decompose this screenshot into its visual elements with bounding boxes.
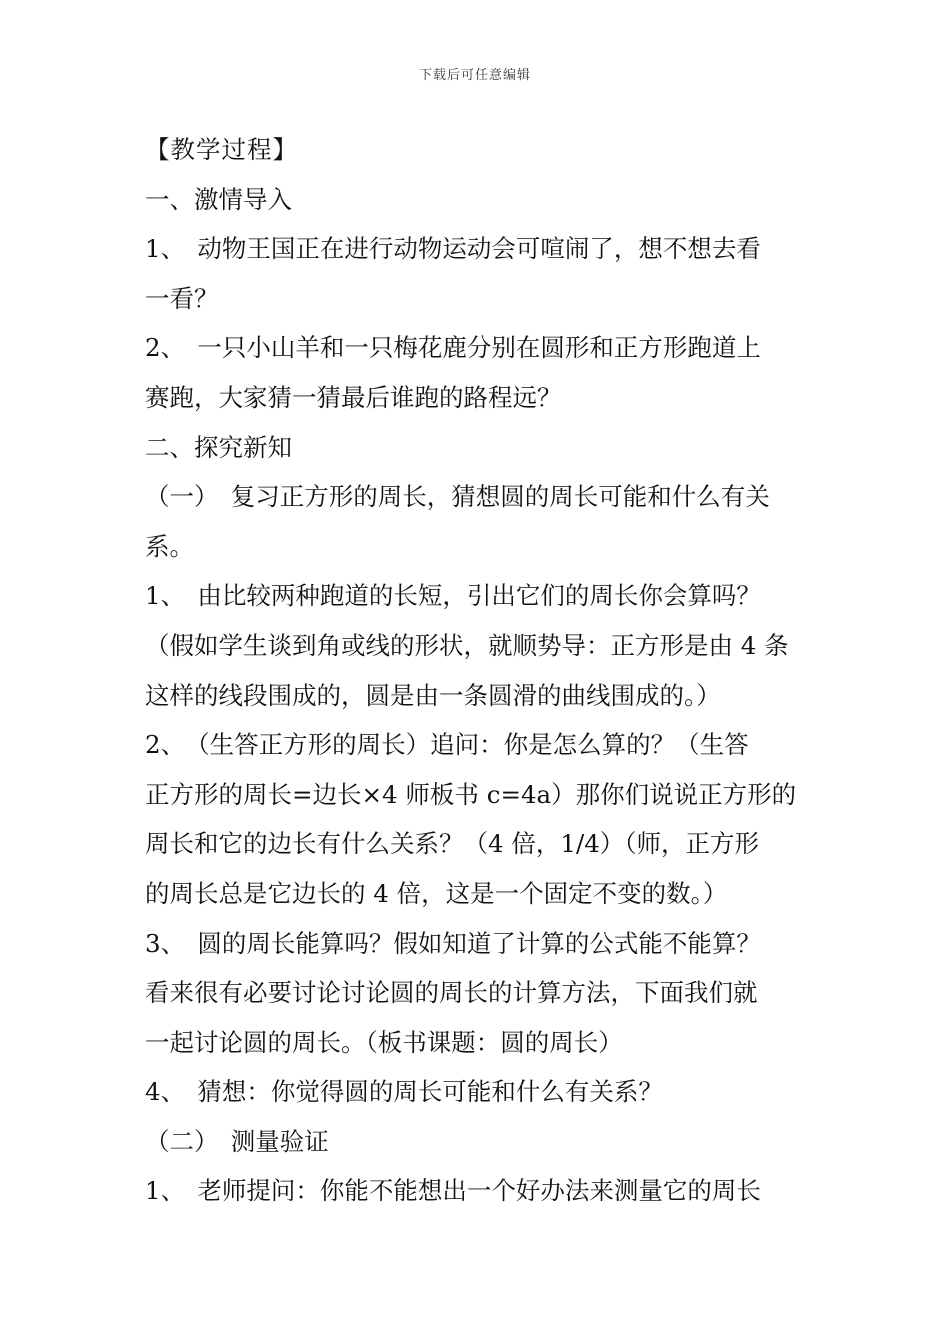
subsection-heading: （一） 复习正方形的周长，猜想圆的周长可能和什么有关 (145, 482, 770, 512)
section-heading-explore: 二、探究新知 (145, 432, 292, 462)
subsection-heading: （二） 测量验证 (145, 1126, 329, 1156)
paragraph-line: 看来很有必要讨论讨论圆的周长的计算方法，下面我们就 (145, 978, 758, 1008)
paragraph-line: 2、 一只小山羊和一只梅花鹿分别在圆形和正方形跑道上 (145, 333, 761, 363)
section-heading-intro: 一、激情导入 (145, 184, 292, 214)
paragraph-line: 系。 (145, 531, 194, 561)
paragraph-line: 3、 圆的周长能算吗？假如知道了计算的公式能不能算？ (145, 928, 761, 958)
section-heading-teaching-process: 【教学过程】 (145, 135, 298, 164)
paragraph-line: 4、 猜想：你觉得圆的周长可能和什么有关系？ (145, 1077, 663, 1107)
paragraph-line: 1、 动物王国正在进行动物运动会可喧闹了，想不想去看 (145, 234, 761, 264)
paragraph-line: 的周长总是它边长的 4 倍，这是一个固定不变的数。） (145, 878, 728, 908)
paragraph-line: 赛跑，大家猜一猜最后谁跑的路程远？ (145, 382, 562, 412)
paragraph-line: （假如学生谈到角或线的形状，就顺势导：正方形是由 4 条 (145, 630, 789, 660)
page-header: 下载后可任意编辑 (418, 68, 531, 83)
paragraph-line: 1、 由比较两种跑道的长短，引出它们的周长你会算吗？ (145, 581, 761, 611)
paragraph-line: 这样的线段围成的，圆是由一条圆滑的曲线围成的。） (145, 680, 721, 710)
document-body (145, 125, 810, 1216)
paragraph-line: 2、 （生答正方形的周长）追问：你是怎么算的？（生答 (145, 730, 749, 760)
paragraph-line: 周长和它的边长有什么关系？（4 倍，1/4）（师，正方形 (145, 829, 760, 859)
paragraph-line: 一看？ (145, 283, 219, 313)
paragraph-line: 正方形的周长=边长×4 师板书 c=4a）那你们说说正方形的 (145, 779, 797, 809)
paragraph-line: 一起讨论圆的周长。（板书课题：圆的周长） (145, 1027, 623, 1057)
paragraph-line: 1、 老师提问：你能不能想出一个好办法来测量它的周长 (145, 1176, 761, 1206)
